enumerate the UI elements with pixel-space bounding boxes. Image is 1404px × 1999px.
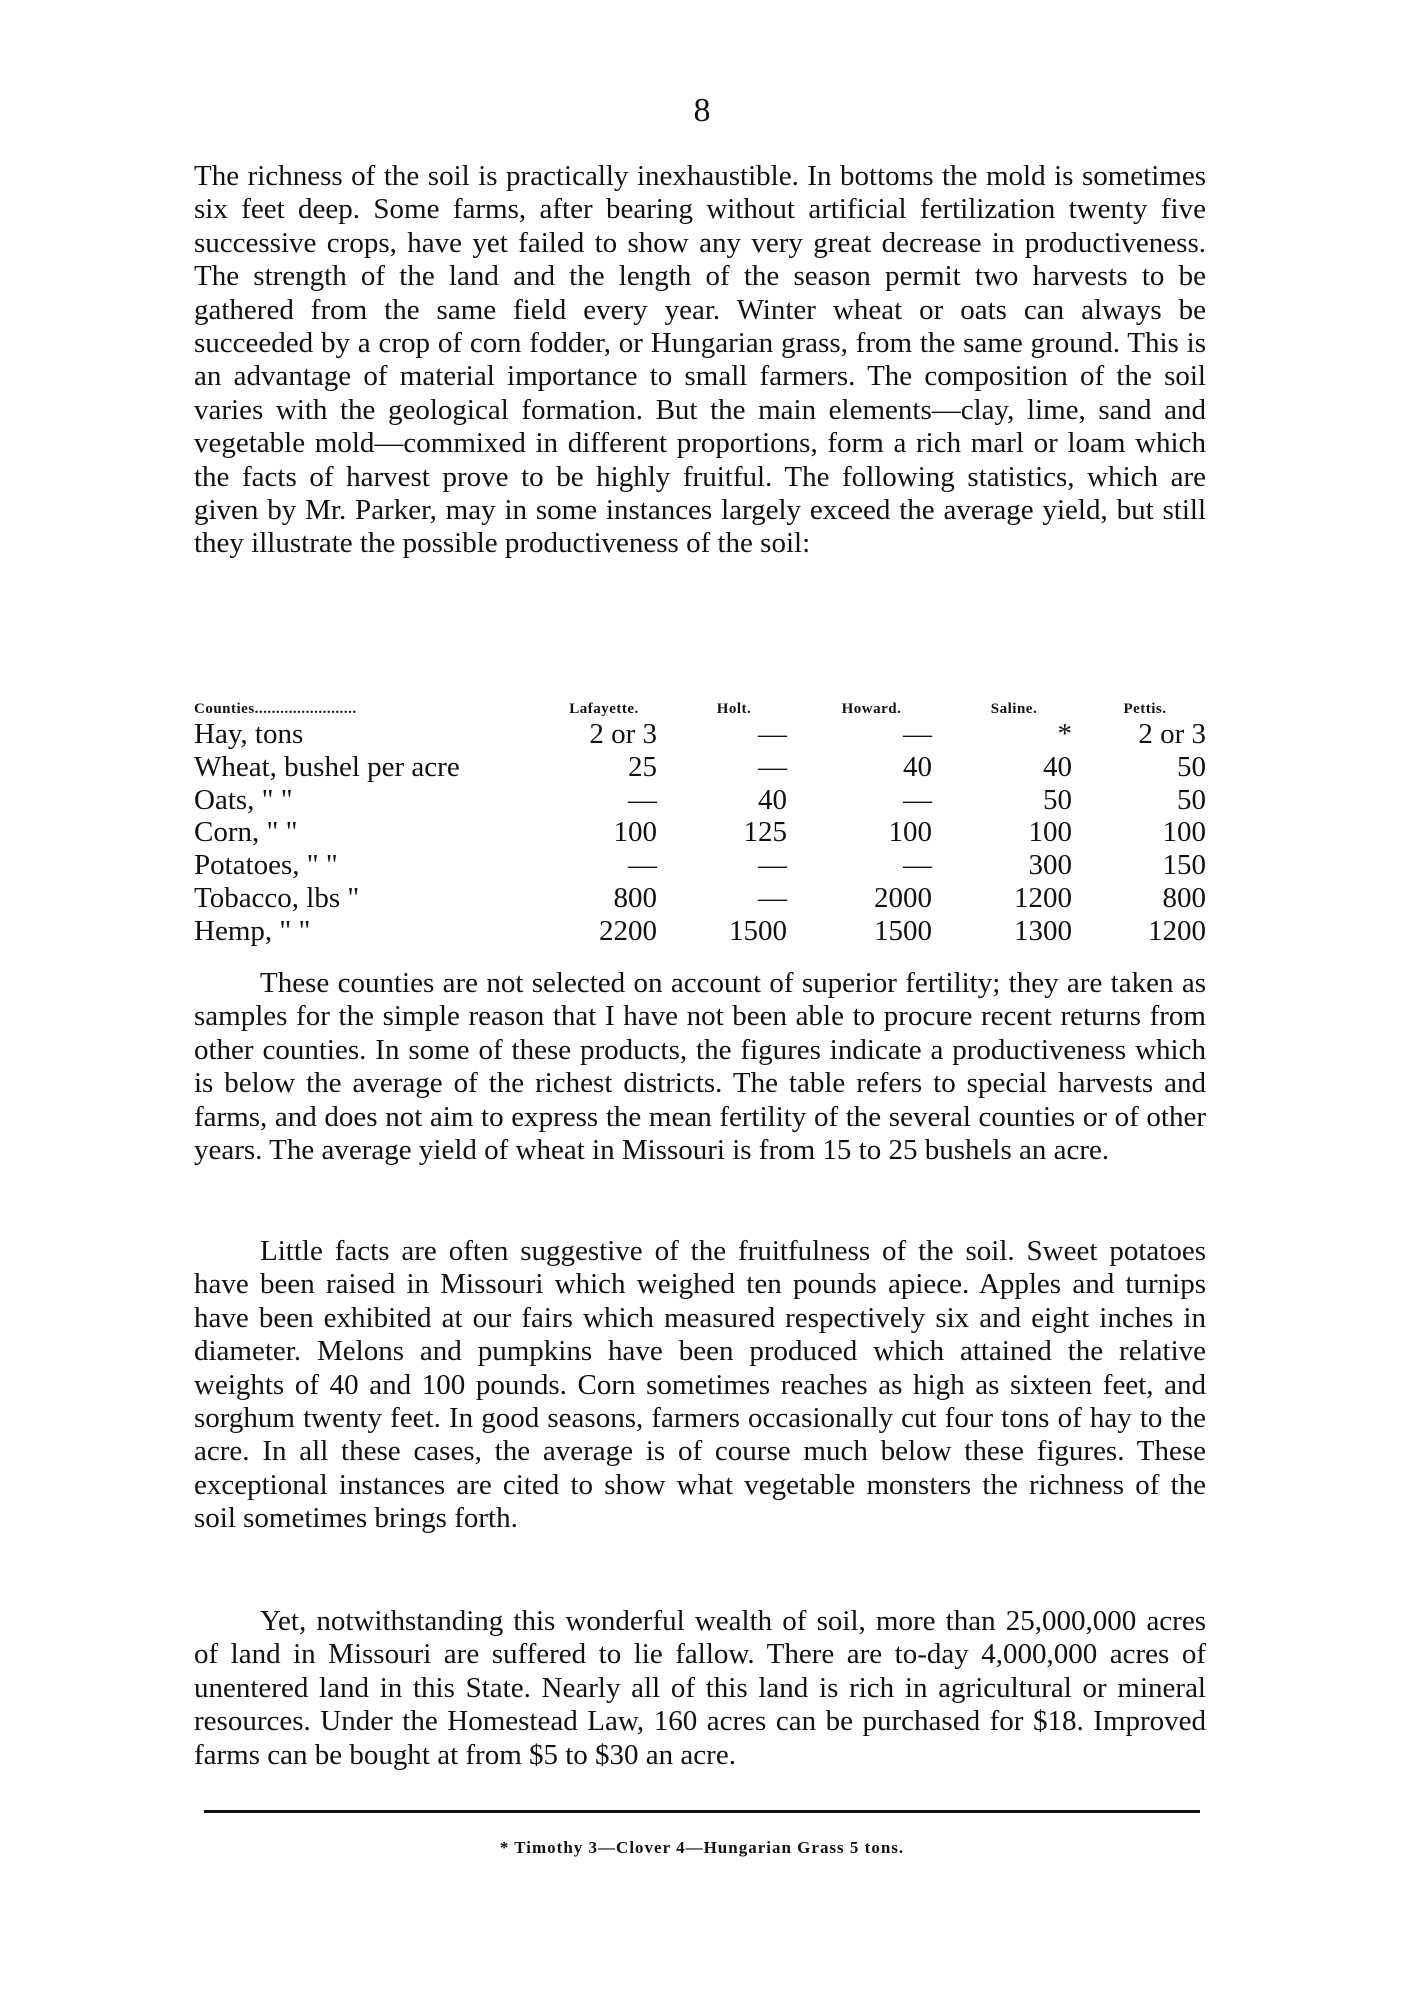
paragraph-soil-richness: The richness of the soil is practically inexhaustible. In bottoms the mold is sometimes six feet deep. Some farms, after bearing without artificial fertilization twenty five successive crops, have yet failed to show any very great decrease in productiveness. The strength of the land and the length of the season permit two harvests to be gathered from the same field every year. Winter wheat or oats can always be succeeded by a crop of corn fodder, or Hungarian grass, from the same ground. This is an advantage of material importance to small farmers. The composition of the soil varies with the geological formation. But the main elements—clay, lime, sand and vegetable mold—commixed in different proportions, form a rich marl or loam which the facts of harvest prove to be highly fruitful. The following statistics, which are given by Mr. Parker, may in some instances largely exceed the average yield, but still they illustrate the possible productiveness of the soil: [194,160,1206,560]
table-cell: — [758,881,787,914]
table-row [194,718,1206,751]
table-cell: — [903,783,932,816]
table-header-holt: Holt. [716,701,752,717]
table-cell: — [758,718,787,750]
table-cell: 800 [613,881,657,914]
table-header-pettis: Pettis. [1123,701,1167,717]
table-cell: 800 [1162,881,1206,914]
table-cell: 1200 [1014,881,1072,914]
table-cell: Wheat, bushel per acre [194,750,460,783]
table-cell: Corn, " " [194,816,298,849]
table-cell: 150 [1162,849,1206,882]
table-cell: 1300 [1014,914,1072,947]
table-header-row [194,690,1206,718]
paragraph-counties-note: These counties are not selected on account of superior fertility; they are taken as samples for the simple reason that I have not been able to procure recent returns from other counties. In some of these products, the figures indicate a productiveness which is below the average of the richest districts. The table refers to special harvests and farms, and does not aim to express the mean fertility of the several counties or of other years. The average yield of wheat in Missouri is from 15 to 25 bushels an acre. [194,967,1206,1167]
table-cell: 1200 [1148,914,1206,947]
table-header-lafayette: Lafayette. [569,701,639,717]
table-row [194,915,1206,948]
table-cell: 50 [1177,750,1206,783]
page-number: 8 [693,92,711,129]
table-cell: 125 [743,816,787,849]
table-cell: 1500 [874,914,932,947]
table-header-counties: Counties........................ [194,701,357,717]
crop-statistics-table [194,690,1206,948]
table-cell: 40 [758,783,787,816]
paragraph-fallow-land: Yet, notwithstanding this wonderful wealth of soil, more than 25,000,000 acres of land in Missouri are suffered to lie fallow. There are to-day 4,000,000 acres of unentered land in this State. Nearly all of this land is rich in agricultural or mineral resources. Under the Homestead Law, 160 acres can be purchased for $18. Improved farms can be bought at from $5 to $30 an acre. [194,1605,1206,1771]
table-cell: 40 [1043,750,1072,783]
table-cell: 25 [628,750,657,783]
table-cell: 2 or 3 [589,718,657,750]
table-row [194,751,1206,784]
table-cell: — [903,849,932,882]
table-header-howard: Howard. [841,701,902,717]
table-cell: — [628,783,657,816]
table-cell: — [628,849,657,882]
table-cell: Tobacco, lbs " [194,881,360,914]
footnote-divider [204,1810,1200,1813]
table-cell: 100 [888,816,932,849]
table-cell: * [1057,718,1072,750]
table-row [194,882,1206,915]
table-cell: 2 or 3 [1138,718,1206,750]
table-cell: 2000 [874,881,932,914]
table-cell: 1500 [729,914,787,947]
table-cell: Hemp, " " [194,914,311,947]
footnote: * Timothy 3—Clover 4—Hungarian Grass 5 tons. [499,1838,905,1857]
table-cell: — [903,718,932,750]
table-cell: Potatoes, " " [194,849,338,882]
table-row [194,784,1206,817]
table-cell: 100 [613,816,657,849]
table-row [194,849,1206,882]
table-cell: 100 [1028,816,1072,849]
table-cell: Hay, tons [194,718,304,750]
table-cell: 50 [1177,783,1206,816]
table-cell: — [758,750,787,783]
table-cell: Oats, " " [194,783,293,816]
table-cell: 40 [903,750,932,783]
table-cell: 50 [1043,783,1072,816]
table-cell: 300 [1028,849,1072,882]
table-cell: 2200 [599,914,657,947]
table-header-saline: Saline. [990,701,1038,717]
table-row [194,816,1206,849]
table-cell: — [758,849,787,882]
table-cell: 100 [1162,816,1206,849]
paragraph-little-facts: Little facts are often suggestive of the fruitfulness of the soil. Sweet potatoes have been raised in Missouri which weighed ten pounds apiece. Apples and turnips have been exhibited at our fairs which measured respectively six and eight inches in diameter. Melons and pumpkins have been produced which attained the relative weights of 40 and 100 pounds. Corn sometimes reaches as high as sixteen feet, and sorghum twenty feet. In good seasons, farmers occasionally cut four tons of hay to the acre. In all these cases, the average is of course much below these figures. These exceptional instances are cited to show what vegetable monsters the richness of the soil sometimes brings forth. [194,1235,1206,1535]
